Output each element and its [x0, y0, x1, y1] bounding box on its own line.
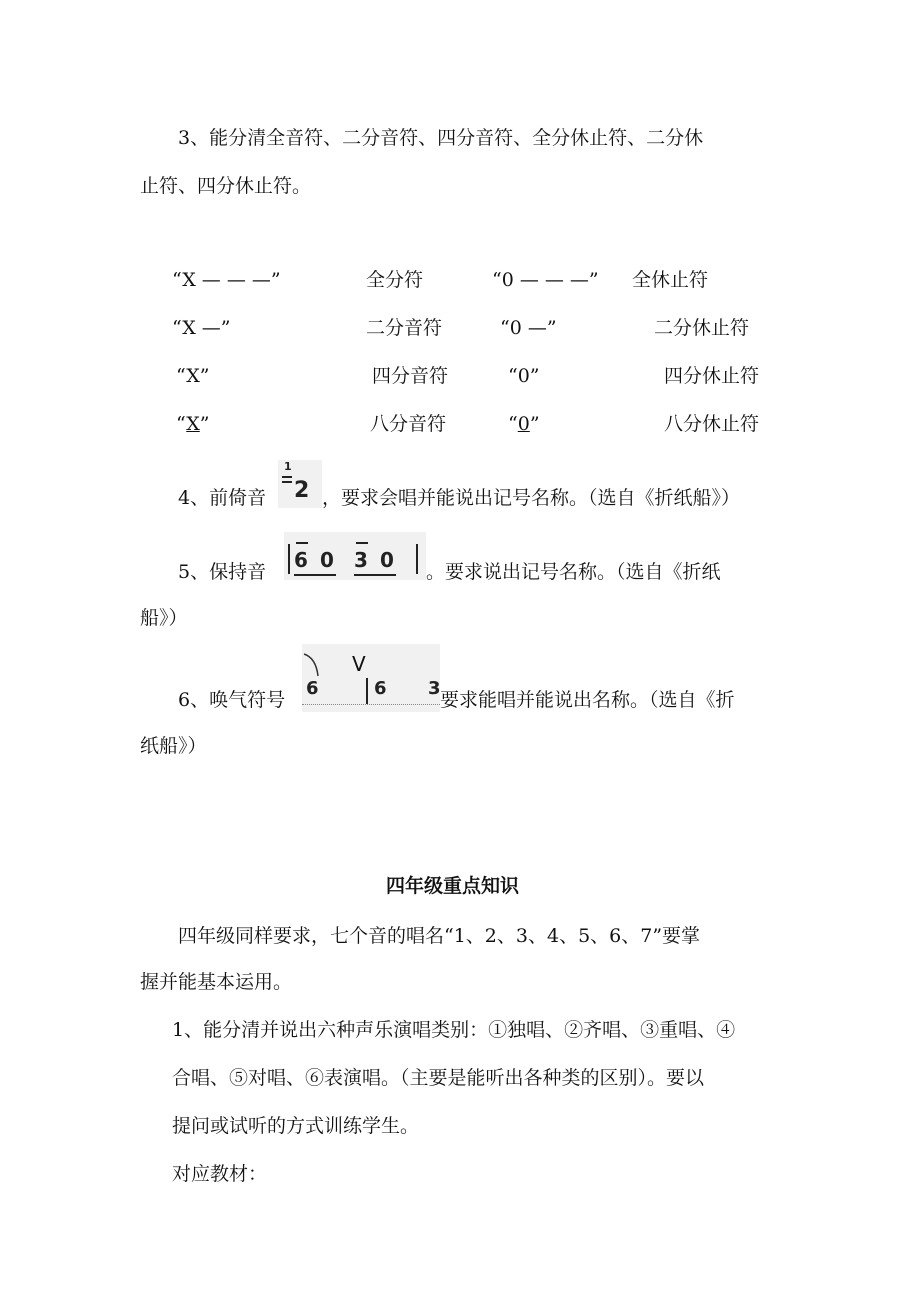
item4-prefix: 4、前倚音 — [178, 487, 267, 509]
main-note: 2 — [294, 478, 310, 503]
rest-symbol: “0” — [508, 365, 540, 387]
item6-line2: 纸船》） — [140, 735, 207, 757]
rest-name: 八分休止符 — [664, 413, 760, 435]
dotted-line — [302, 704, 440, 705]
item6-prefix: 6、唤气符号 — [178, 689, 286, 711]
grace-slash-2 — [282, 481, 292, 483]
grace-note-notation — [278, 460, 322, 508]
para2-line1: 1、能分清并说出六种声乐演唱类别：①独唱、②齐唱、③重唱、④ — [172, 1019, 736, 1041]
note-name: 二分音符 — [366, 317, 443, 339]
note-symbol: “X —” — [172, 317, 231, 339]
barline — [366, 678, 368, 704]
note-symbol: “X — — —” — [172, 269, 281, 291]
item5-prefix: 5、保持音 — [178, 561, 267, 583]
rest-name: 二分休止符 — [654, 317, 750, 339]
para2-line2: 合唱、⑤对唱、⑥表演唱。（主要是能听出各种类的区别）。要以 — [172, 1067, 705, 1089]
barline-start — [288, 544, 290, 574]
grace-note: 1 — [284, 460, 292, 473]
item5-line2: 船》） — [140, 607, 188, 629]
note: 6 — [294, 548, 308, 572]
grace-slash — [282, 476, 292, 478]
note-name: 四分音符 — [372, 365, 449, 387]
breath-mark: V — [352, 652, 366, 676]
item4-suffix: ，要求会唱并能说出记号名称。（选自《折纸船》） — [322, 487, 741, 509]
tenuto-mark — [296, 542, 308, 544]
rest-symbol: “0 — — —” — [492, 269, 599, 291]
rest-name: 四分休止符 — [664, 365, 760, 387]
note-name: 八分音符 — [370, 413, 447, 435]
note: 6 — [374, 678, 387, 699]
note: 0 — [380, 548, 394, 572]
note: 3 — [428, 678, 441, 699]
tenuto-mark — [356, 542, 368, 544]
note: 3 — [354, 548, 368, 572]
item6-suffix: 要求能唱并能说出名称。（选自《折 — [440, 689, 735, 711]
breath-mark-notation — [302, 644, 440, 712]
item3-line1: 3、能分清全音符、二分音符、四分音符、全分休止符、二分休 — [178, 127, 704, 149]
slur-arc — [302, 650, 322, 680]
para3: 对应教材： — [172, 1163, 268, 1185]
tenuto-notation — [284, 532, 426, 580]
beam — [354, 574, 396, 576]
barline-end — [416, 544, 418, 574]
section-heading: 四年级重点知识 — [386, 875, 520, 897]
note-name: 全分符 — [366, 269, 424, 291]
note: 0 — [320, 548, 334, 572]
beam — [294, 574, 336, 576]
note: 6 — [306, 678, 319, 699]
para1-line2: 握并能基本运用。 — [140, 971, 293, 993]
note-symbol: “X” — [176, 365, 210, 387]
para2-line3: 提问或试听的方式训练学生。 — [172, 1115, 420, 1137]
item3-line2: 止符、四分休止符。 — [140, 175, 312, 197]
item5-suffix: 。要求说出记号名称。（选自《折纸 — [426, 561, 721, 583]
para1-line1: 四年级同样要求，七个音的唱名“1、2、3、4、5、6、7”要掌 — [178, 925, 701, 947]
rest-symbol: “0” — [508, 413, 540, 435]
rest-symbol: “0 —” — [500, 317, 557, 339]
rest-name: 全休止符 — [632, 269, 709, 291]
note-symbol: “X” — [176, 413, 210, 435]
